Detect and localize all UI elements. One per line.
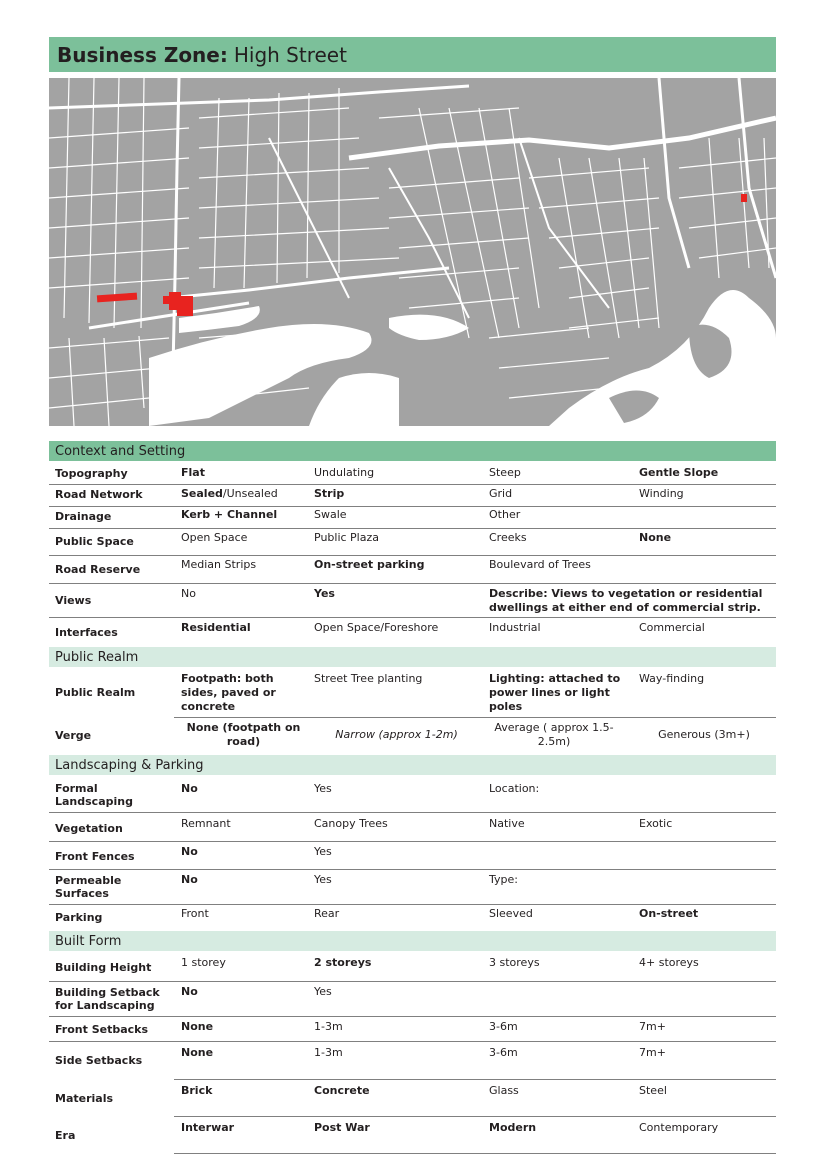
row-front-fences — [49, 842, 776, 869]
row-label: Building Height — [55, 961, 152, 974]
cell: Yes — [314, 985, 332, 998]
cell: No — [181, 782, 198, 795]
row-label: Front Setbacks — [55, 1023, 149, 1036]
row-interfaces — [49, 618, 776, 644]
cell: None — [639, 531, 672, 544]
cell: Brick — [181, 1084, 213, 1097]
cell: 1 storey — [181, 956, 226, 969]
row-label: Vegetation — [55, 822, 123, 835]
row-front-setbacks — [49, 1017, 776, 1041]
cell: Footpath: both sides, paved or concrete — [181, 672, 276, 713]
row-permeable-surfaces — [49, 870, 776, 904]
row-road-reserve — [49, 556, 776, 583]
row-label: Side Setbacks — [55, 1054, 143, 1067]
cell: Rear — [314, 907, 340, 920]
row-topography — [49, 463, 776, 484]
cell: Yes — [314, 782, 332, 795]
cell: Undulating — [314, 466, 375, 479]
cell — [181, 487, 306, 501]
section-public-realm — [49, 647, 776, 667]
row-label: Permeable Surfaces — [55, 874, 122, 900]
cell: Narrow (approx 1-2m) — [335, 728, 458, 741]
row-label: Era — [55, 1129, 76, 1142]
cell: 2 storeys — [314, 956, 372, 969]
street-map — [49, 78, 776, 426]
row-drainage — [49, 507, 776, 528]
cell: Concrete — [314, 1084, 370, 1097]
cell: Street Tree planting — [314, 672, 423, 685]
cell-description: Describe: Views to vegetation or residential dwellings at either end of commercial strip. — [489, 587, 763, 614]
row-verge — [49, 718, 776, 752]
row-label: Building Setback for Landscaping — [55, 986, 160, 1012]
cell: Yes — [314, 845, 332, 858]
cell: Remnant — [181, 817, 231, 830]
row-label: Public Realm — [55, 686, 136, 699]
section-title: Built Form — [55, 933, 122, 949]
row-label: Materials — [55, 1092, 114, 1105]
section-landscaping-parking — [49, 755, 776, 775]
cell: Open Space/Foreshore — [314, 621, 439, 634]
cell: 4+ storeys — [639, 956, 699, 969]
page-title — [49, 37, 776, 72]
cell: Lighting: attached to power lines or light poles — [489, 672, 621, 713]
cell: None (footpath on road) — [186, 721, 301, 748]
cell: 1-3m — [314, 1046, 343, 1059]
cell: Contemporary — [639, 1121, 719, 1134]
row-building-setback — [49, 982, 776, 1016]
cell: Public Plaza — [314, 531, 379, 544]
cell: Type: — [489, 873, 518, 886]
cell: Canopy Trees — [314, 817, 388, 830]
row-label: Drainage — [55, 510, 112, 523]
cell: Grid — [489, 487, 513, 500]
section-title: Public Realm — [55, 649, 139, 665]
cell: Glass — [489, 1084, 519, 1097]
cell: No — [181, 985, 198, 998]
row-label: Parking — [55, 911, 103, 924]
row-materials — [49, 1080, 776, 1116]
cell: Other — [489, 508, 521, 521]
cell: Generous (3m+) — [658, 728, 750, 741]
cell-unselected: /Unsealed — [222, 487, 278, 500]
cell: Steel — [639, 1084, 667, 1097]
cell: None — [181, 1046, 214, 1059]
row-era — [49, 1117, 776, 1153]
row-label: Topography — [55, 467, 128, 480]
row-formal-landscaping — [49, 778, 776, 812]
row-label: Verge — [55, 729, 92, 742]
cell: Kerb + Channel — [181, 508, 278, 521]
row-label: Road Reserve — [55, 563, 141, 576]
cell: Creeks — [489, 531, 527, 544]
cell: Average ( approx 1.5-2.5m) — [494, 721, 614, 748]
cell: Median Strips — [181, 558, 257, 571]
section-built-form — [49, 931, 776, 951]
row-side-setbacks — [49, 1042, 776, 1079]
cell: Yes — [314, 587, 335, 600]
cell: Native — [489, 817, 525, 830]
row-label: Interfaces — [55, 626, 118, 639]
cell: On-street — [639, 907, 699, 920]
cell: Industrial — [489, 621, 541, 634]
cell-selected: Sealed — [181, 487, 223, 500]
row-label: Views — [55, 594, 92, 607]
cell: Strip — [314, 487, 345, 500]
cell: Exotic — [639, 817, 673, 830]
cell: Open Space — [181, 531, 248, 544]
row-building-height — [49, 953, 776, 981]
cell: 3-6m — [489, 1020, 518, 1033]
cell: No — [181, 873, 198, 886]
cell: None — [181, 1020, 214, 1033]
cell: Modern — [489, 1121, 537, 1134]
row-divider — [174, 1153, 776, 1154]
cell: Residential — [181, 621, 251, 634]
cell: Boulevard of Trees — [489, 558, 591, 571]
cell: Front — [181, 907, 209, 920]
cell: No — [181, 845, 198, 858]
cell: Yes — [314, 873, 332, 886]
title-zone: Business Zone: — [57, 42, 228, 67]
row-label: Formal Landscaping — [55, 782, 133, 808]
cell: Sleeved — [489, 907, 533, 920]
cell: Interwar — [181, 1121, 235, 1134]
row-public-space — [49, 529, 776, 555]
row-views — [49, 584, 776, 617]
cell: No — [181, 587, 196, 600]
cell: Location: — [489, 782, 540, 795]
cell: 1-3m — [314, 1020, 343, 1033]
row-label: Public Space — [55, 535, 134, 548]
cell: Steep — [489, 466, 521, 479]
section-context-and-setting — [49, 441, 776, 461]
cell: Commercial — [639, 621, 705, 634]
cell: Gentle Slope — [639, 466, 719, 479]
row-label: Road Network — [55, 488, 143, 501]
row-vegetation — [49, 813, 776, 841]
cell: On-street parking — [314, 558, 425, 571]
section-title: Context and Setting — [55, 443, 186, 459]
cell: Swale — [314, 508, 347, 521]
cell: Post War — [314, 1121, 370, 1134]
cell: 7m+ — [639, 1046, 666, 1059]
cell: Flat — [181, 466, 205, 479]
section-title: Landscaping & Parking — [55, 757, 204, 773]
row-label: Front Fences — [55, 850, 135, 863]
title-street: High Street — [233, 42, 347, 67]
cell: Way-finding — [639, 672, 705, 685]
cell: 3-6m — [489, 1046, 518, 1059]
row-road-network — [49, 485, 776, 506]
cell: Winding — [639, 487, 684, 500]
cell: 3 storeys — [489, 956, 540, 969]
cell: 7m+ — [639, 1020, 666, 1033]
row-parking — [49, 905, 776, 929]
row-public-realm — [49, 669, 776, 717]
